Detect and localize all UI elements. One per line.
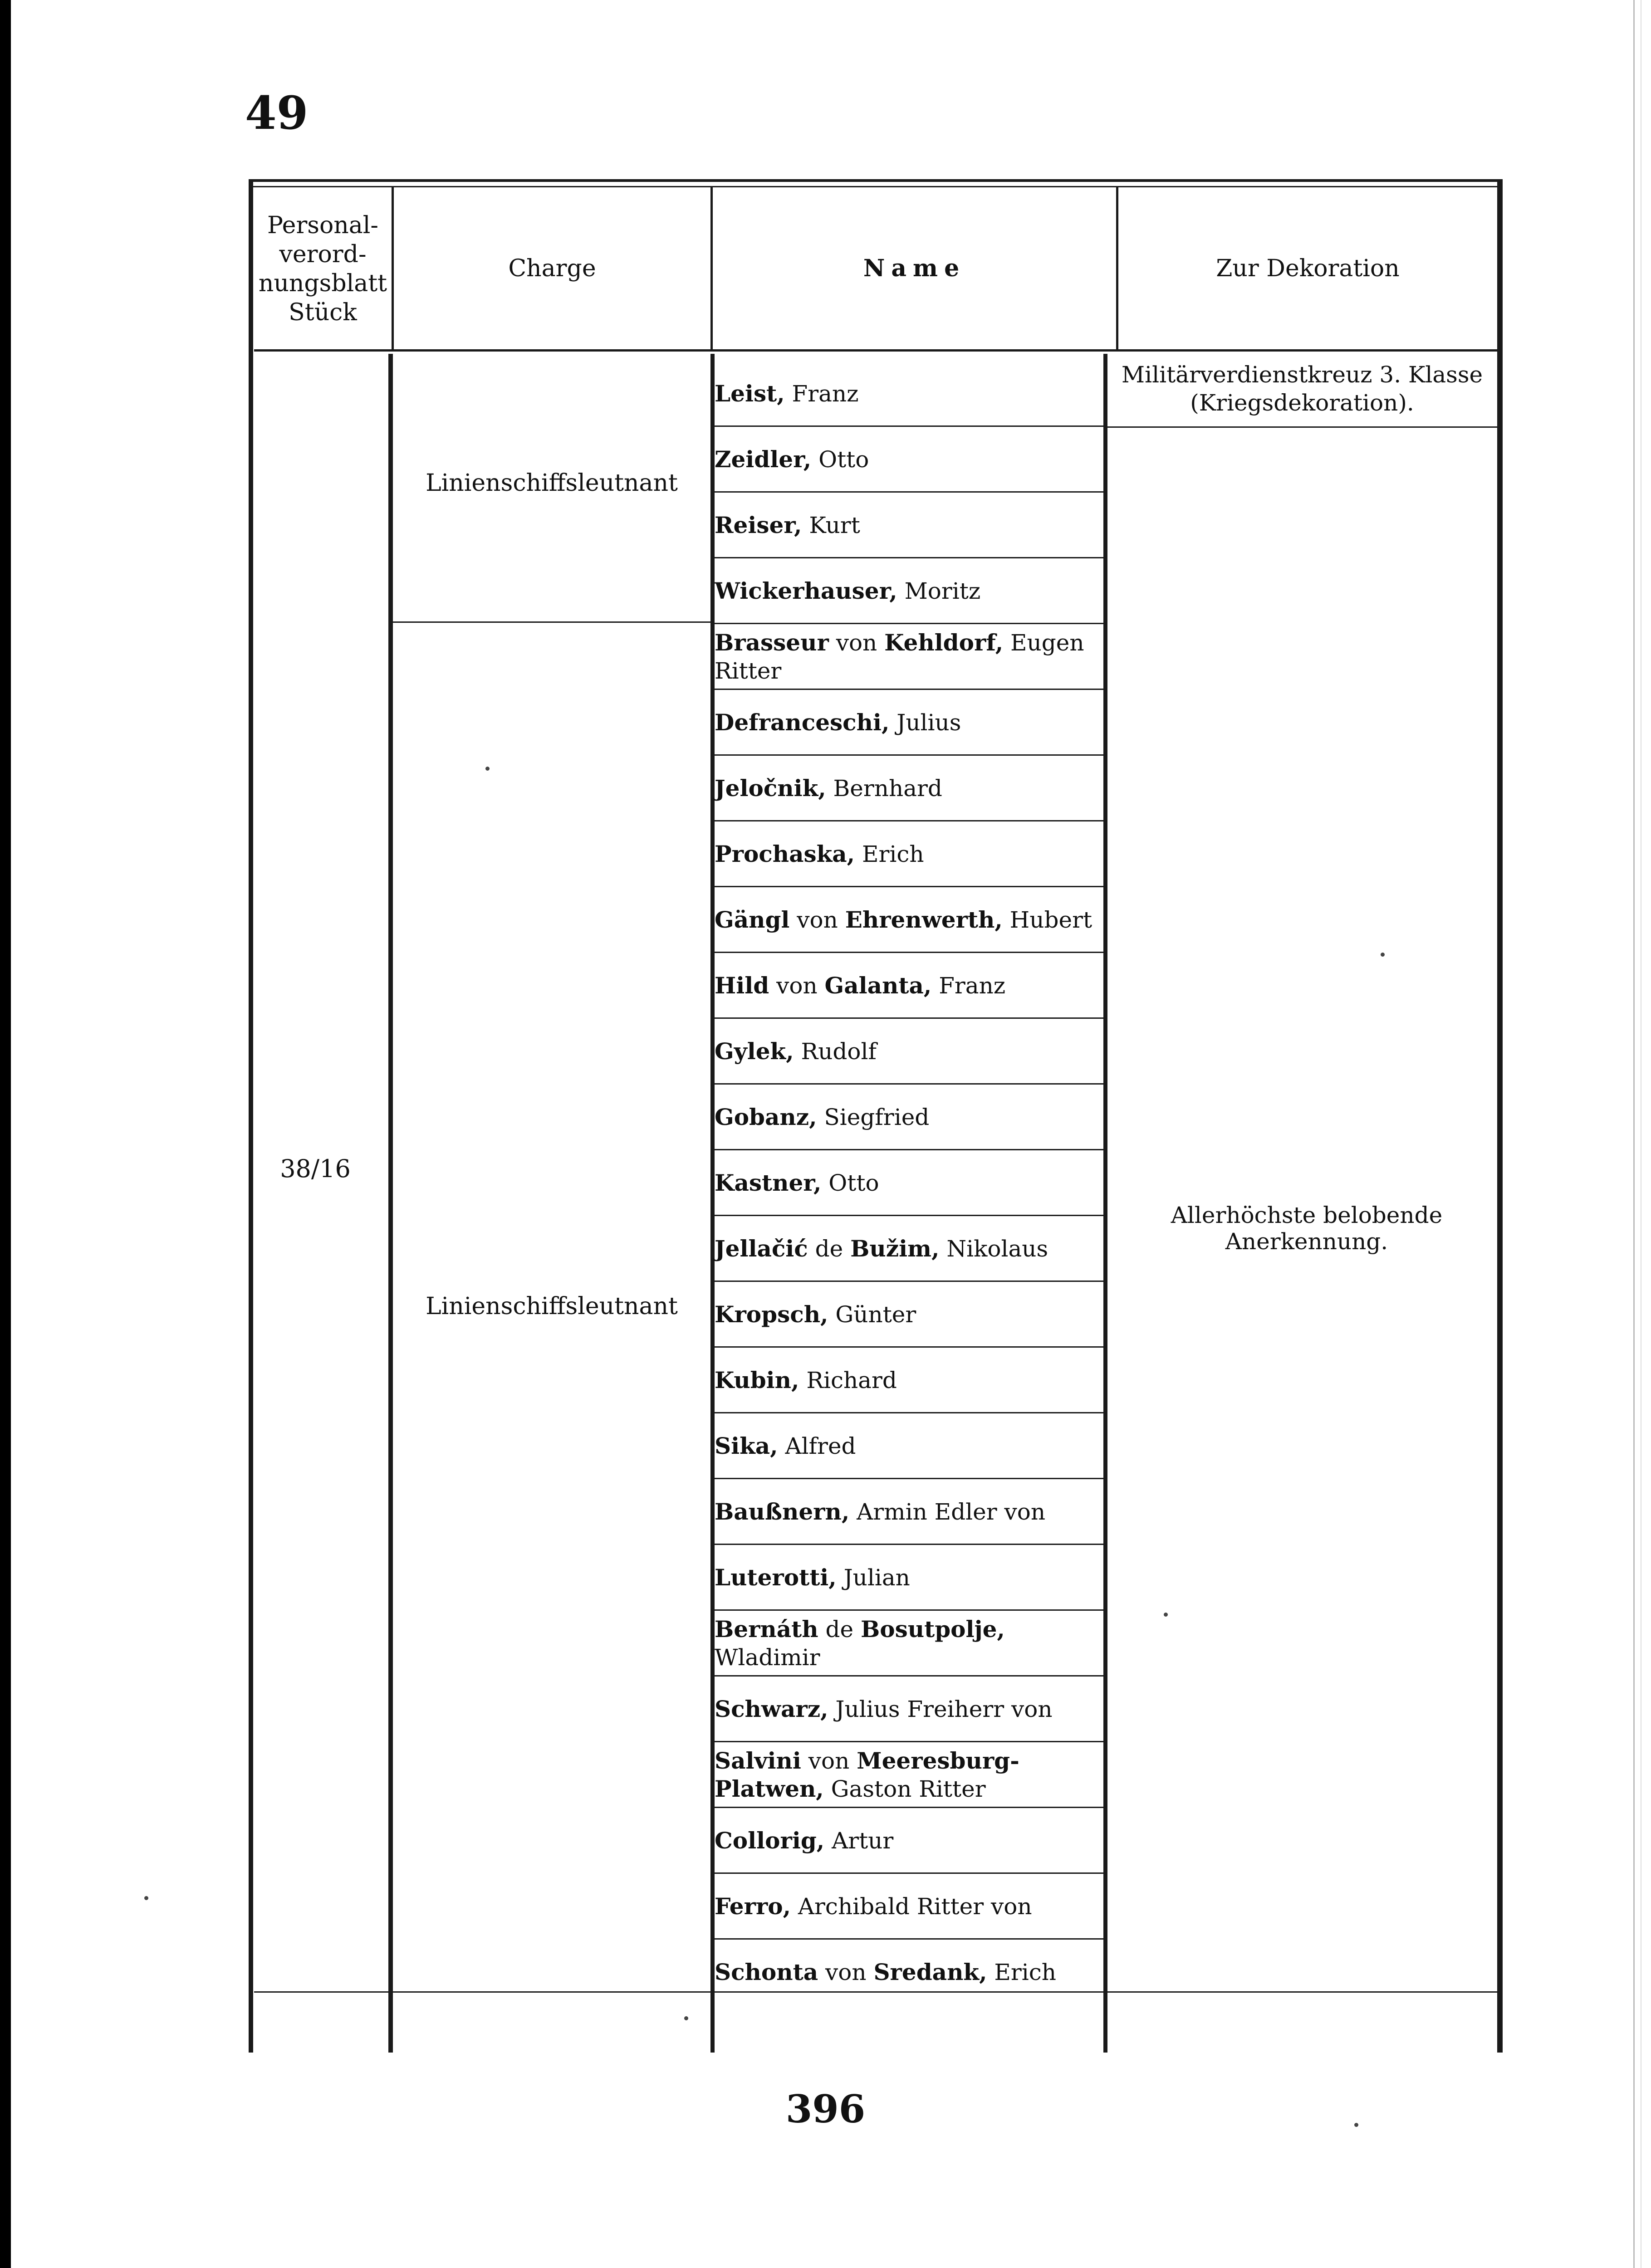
name-row bbox=[715, 1018, 1100, 1084]
surname: Salvini bbox=[715, 1747, 801, 1774]
name-entry bbox=[715, 1498, 1045, 1526]
name-row bbox=[715, 1347, 1100, 1413]
header-name bbox=[713, 254, 1116, 283]
scan-speck bbox=[1164, 1613, 1168, 1617]
name-row bbox=[715, 887, 1100, 953]
surname: Gängl bbox=[715, 906, 790, 933]
name-row bbox=[715, 1676, 1100, 1742]
given-name: Siegfried bbox=[817, 1104, 930, 1130]
scan-speck bbox=[1381, 953, 1385, 957]
name-entry bbox=[715, 840, 924, 868]
name-row bbox=[715, 1873, 1100, 1939]
header-charge: Charge bbox=[508, 255, 596, 282]
name-entry bbox=[715, 709, 961, 737]
given-name: Julian bbox=[836, 1564, 910, 1591]
surname: Kehldorf, bbox=[884, 629, 1004, 656]
surname: Galanta, bbox=[824, 972, 932, 999]
name-entry bbox=[715, 774, 942, 802]
name-row bbox=[715, 558, 1100, 624]
surname: Sredank, bbox=[873, 1958, 987, 1985]
name-entry bbox=[715, 1432, 856, 1460]
name-row bbox=[715, 1150, 1100, 1216]
surname: Bužim, bbox=[850, 1235, 940, 1262]
given-name: Gaston Ritter bbox=[823, 1775, 986, 1802]
given-name: Franz bbox=[931, 972, 1006, 999]
name-row bbox=[715, 426, 1100, 492]
name-entry bbox=[715, 1169, 879, 1197]
rank-group-separator bbox=[393, 621, 710, 623]
name-entry bbox=[715, 1366, 897, 1394]
given-name: Günter bbox=[828, 1301, 916, 1328]
surname: Defranceschi, bbox=[715, 709, 890, 736]
surname: Kubin, bbox=[715, 1366, 799, 1393]
header-stueck: Personal-verord-nungsblatt Stück bbox=[258, 212, 387, 326]
surname: Zeidler, bbox=[715, 445, 812, 473]
name-entry bbox=[715, 1958, 1056, 1986]
name-entry bbox=[715, 906, 1092, 934]
rank-group-1: Linienschiffsleutnant bbox=[426, 469, 678, 497]
given-name: Bernhard bbox=[826, 775, 942, 802]
column-separator-2 bbox=[710, 354, 715, 2053]
name-row bbox=[715, 1084, 1100, 1150]
name-row bbox=[715, 624, 1100, 689]
surname: Sika, bbox=[715, 1432, 778, 1459]
given-name: de bbox=[818, 1616, 861, 1642]
name-row bbox=[715, 755, 1100, 821]
page-edge bbox=[1633, 0, 1635, 2268]
given-name: Eugen Ritter bbox=[715, 629, 1084, 684]
surname: Schonta bbox=[715, 1958, 818, 1985]
sheet-number: 396 bbox=[785, 2087, 866, 2131]
given-name: Otto bbox=[821, 1169, 879, 1196]
header-name-label: Name bbox=[863, 254, 966, 282]
name-entry bbox=[715, 445, 869, 474]
name-row bbox=[715, 1281, 1100, 1347]
surname: Wickerhauser, bbox=[715, 577, 897, 604]
name-row bbox=[715, 492, 1100, 558]
surname: Bernáth bbox=[715, 1615, 818, 1642]
name-row bbox=[715, 689, 1100, 755]
table-top-rule bbox=[249, 179, 1503, 182]
surname: Gylek, bbox=[715, 1037, 794, 1065]
given-name: Rudolf bbox=[794, 1038, 877, 1065]
given-name: Erich bbox=[855, 841, 924, 867]
surname: Ehrenwerth, bbox=[845, 906, 1003, 933]
name-entry bbox=[715, 1235, 1048, 1263]
surname: Ferro, bbox=[715, 1892, 791, 1920]
table-top-rule-thin bbox=[249, 186, 1503, 187]
name-row bbox=[715, 1742, 1100, 1808]
surname: Jeločnik, bbox=[715, 774, 826, 802]
given-name: Richard bbox=[799, 1367, 897, 1393]
given-name: Alfred bbox=[778, 1432, 856, 1459]
given-name: Julius Freiherr von bbox=[828, 1696, 1053, 1722]
surname: Collorig, bbox=[715, 1827, 825, 1854]
given-name: von bbox=[801, 1747, 857, 1774]
surname: Schwarz, bbox=[715, 1695, 828, 1722]
given-name: Wladimir bbox=[715, 1644, 820, 1671]
name-row bbox=[715, 1808, 1100, 1873]
name-entry bbox=[715, 629, 1100, 685]
given-name: Hubert bbox=[1002, 906, 1093, 933]
surname: Gobanz, bbox=[715, 1103, 817, 1130]
given-name: Otto bbox=[811, 446, 869, 473]
scan-speck bbox=[144, 1896, 148, 1900]
decoration-group-2: Allerhöchste belobende Anerkennung. bbox=[1171, 1202, 1443, 1255]
decoration-separator bbox=[1107, 426, 1497, 428]
name-entry bbox=[715, 1615, 1100, 1672]
name-row bbox=[715, 821, 1100, 887]
surname: Bosutpolje, bbox=[861, 1615, 1005, 1642]
column-separator-1 bbox=[388, 354, 393, 2053]
surname: Hild bbox=[715, 972, 769, 999]
name-row bbox=[715, 1479, 1100, 1545]
column-separator-3 bbox=[1103, 354, 1107, 2053]
given-name: Julius bbox=[889, 709, 961, 736]
surname: Kropsch, bbox=[715, 1300, 828, 1328]
given-name: von bbox=[818, 1959, 874, 1985]
name-row bbox=[715, 361, 1100, 426]
scan-speck bbox=[684, 2016, 688, 2020]
header-decoration: Zur Dekoration bbox=[1216, 255, 1400, 282]
stueck-value: 38/16 bbox=[280, 1154, 351, 1183]
given-name: Nikolaus bbox=[939, 1235, 1048, 1262]
header-bottom-rule bbox=[254, 349, 1497, 352]
scan-speck bbox=[485, 767, 490, 771]
surname: Kastner, bbox=[715, 1169, 822, 1196]
given-name: de bbox=[808, 1235, 851, 1262]
given-name: Armin Edler von bbox=[849, 1498, 1046, 1525]
given-name: von bbox=[828, 629, 885, 656]
scan-border bbox=[0, 0, 11, 2268]
name-row bbox=[715, 1610, 1100, 1676]
surname: Prochaska, bbox=[715, 840, 855, 867]
surname: Meeresburg-Platwen, bbox=[715, 1747, 1019, 1802]
table-left-border bbox=[249, 179, 253, 2053]
name-row bbox=[715, 1216, 1100, 1281]
name-entry bbox=[715, 1892, 1032, 1921]
surname: Luterotti, bbox=[715, 1564, 837, 1591]
surname: Reiser, bbox=[715, 511, 802, 538]
page-number: 49 bbox=[245, 86, 309, 140]
name-row bbox=[715, 1545, 1100, 1610]
name-entry bbox=[715, 972, 1005, 1000]
name-entry bbox=[715, 1103, 929, 1131]
name-entry bbox=[715, 1564, 910, 1592]
name-entry bbox=[715, 511, 860, 539]
name-row bbox=[715, 953, 1100, 1018]
name-entry bbox=[715, 1827, 893, 1855]
given-name: Franz bbox=[784, 380, 859, 407]
given-name: Kurt bbox=[802, 512, 860, 538]
name-entry bbox=[715, 577, 980, 605]
given-name: Erich bbox=[987, 1959, 1056, 1985]
name-entry bbox=[715, 380, 858, 408]
surname: Baußnern, bbox=[715, 1498, 850, 1525]
given-name: Artur bbox=[824, 1827, 894, 1854]
given-name: von bbox=[789, 906, 845, 933]
name-entry bbox=[715, 1300, 916, 1329]
surname: Leist, bbox=[715, 380, 785, 407]
given-name: von bbox=[769, 972, 825, 999]
name-entry bbox=[715, 1695, 1053, 1723]
given-name: Moritz bbox=[897, 577, 981, 604]
name-row bbox=[715, 1939, 1100, 2005]
given-name: Archibald Ritter von bbox=[791, 1893, 1032, 1920]
table-right-border bbox=[1497, 179, 1503, 2053]
decoration-group-1: Militärverdienstkreuz 3. Klasse (Kriegsdekoration). bbox=[1121, 362, 1483, 416]
name-entry bbox=[715, 1747, 1100, 1803]
surname: Brasseur bbox=[715, 629, 829, 656]
surname: Jellačić bbox=[715, 1235, 808, 1262]
name-entry bbox=[715, 1037, 877, 1066]
name-row bbox=[715, 1413, 1100, 1479]
rank-group-2: Linienschiffsleutnant bbox=[426, 1293, 678, 1320]
